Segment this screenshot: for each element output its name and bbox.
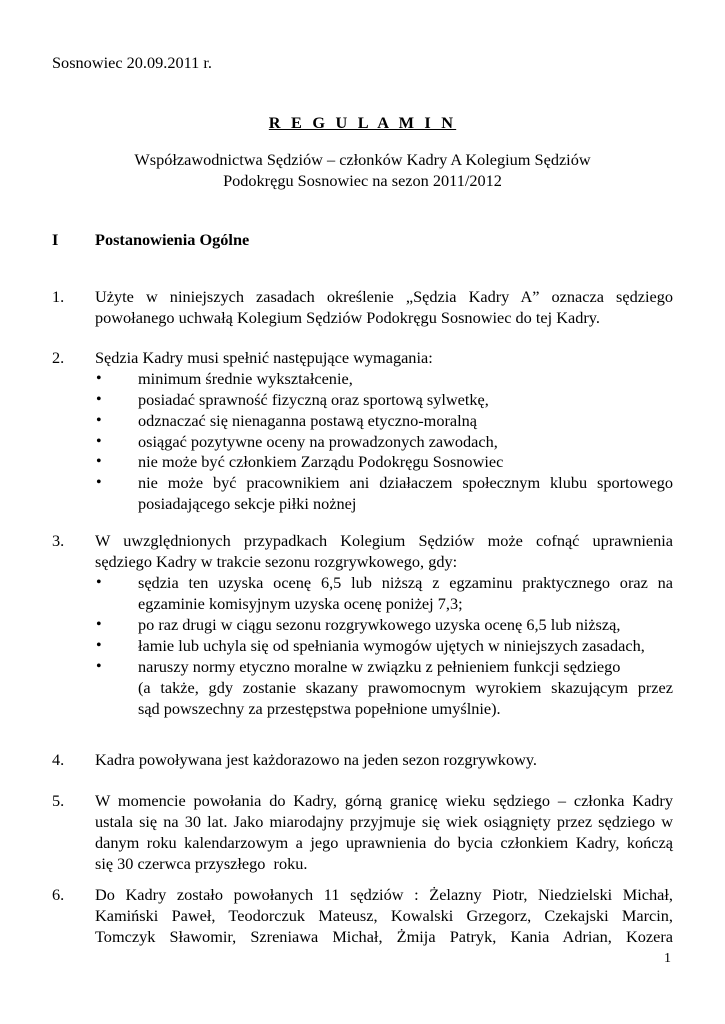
bullet-icon: • [96,637,102,654]
item-2-bullet-4: osiągać pozytywne oceny na prowadzonych zawodach, [138,432,498,451]
item-2-bullet-6-line-2: posiadającego sekcje piłki nożnej [138,494,357,513]
item-3-number: 3. [52,531,65,550]
item-1-number: 1. [52,287,65,306]
bullet-icon: • [96,370,102,387]
item-6-line-2: Kamiński Paweł, Teodorczuk Mateusz, Kowalski Grzegorz, Czekajski Marcin, [95,906,673,925]
section-number: I [52,230,59,249]
item-6-number: 6. [52,885,65,904]
bullet-icon: • [96,616,102,633]
item-3-bullet-2: po raz drugi w ciągu sezonu rozgrywkowego uzyska ocenę 6,5 lub niższą, [138,615,621,634]
subtitle-line-2: Podokręgu Sosnowiec na sezon 2011/2012 [223,171,502,190]
item-4-number: 4. [52,750,65,769]
item-2-bullet-2: posiadać sprawność fizyczną oraz sportową sylwetkę, [138,390,489,409]
item-3-bullet-4-line-1: naruszy normy etyczno moralne w związku z pełnieniem funkcji sędziego [138,657,621,676]
subtitle-line-1: Współzawodnictwa Sędziów – członków Kadry A Kolegium Sędziów [134,150,591,169]
bullet-icon: • [96,658,102,675]
bullet-icon: • [96,433,102,450]
item-2-bullet-3: odznaczać się nienaganna postawą etyczno-moralną [138,411,478,430]
item-3-line-2: sędziego Kadry w trakcie sezonu rozgrywkowego, gdy: [95,552,458,571]
item-3-bullet-4-line-2: (a także, gdy zostanie skazany prawomocnym wyrokiem skazującym przez [138,678,673,697]
bullet-icon: • [96,574,102,591]
item-5-line-3: danym roku kalendarzowym a jego uprawnienia do bycia członkiem Kadry, kończą [95,833,673,852]
item-2-bullet-5: nie może być członkiem Zarządu Podokręgu Sosnowiec [138,452,504,471]
item-6-line-1: Do Kadry zostało powołanych 11 sędziów : Żelazny Piotr, Niedzielski Michał, [95,885,673,904]
item-2-line-1: Sędzia Kadry musi spełnić następujące wymagania: [95,348,433,367]
document-title: R E G U L A M I N [268,113,457,132]
item-2-bullet-1: minimum średnie wykształcenie, [138,369,353,388]
item-3-bullet-4-line-3: sąd powszechny za przestępstwa popełnione umyślnie). [138,699,501,718]
bullet-icon: • [96,474,102,491]
item-3-bullet-3: łamie lub uchyla się od spełniania wymogów ujętych w niniejszych zasadach, [138,636,645,655]
item-5-line-1: W momencie powołania do Kadry, górną granicę wieku sędziego – członka Kadry [95,791,673,810]
item-5-line-2: ustala się na 30 lat. Jako miarodajny przyjmuje się wiek osiągnięty przez sędziego w [95,812,673,831]
item-2-bullet-6-line-1: nie może być pracownikiem ani działaczem społecznym klubu sportowego [138,473,673,492]
item-6-line-3: Tomczyk Sławomir, Szreniawa Michał, Żmija Patryk, Kania Adrian, Kozera [95,927,673,946]
item-5-line-4: się 30 czerwca przyszłego roku. [95,854,308,873]
item-3-bullet-1-line-1: sędzia ten uzyska ocenę 6,5 lub niższą z egzaminu praktycznego oraz na [138,573,673,592]
item-5-number: 5. [52,791,65,810]
bullet-icon: • [96,391,102,408]
item-3-line-1: W uwzględnionych przypadkach Kolegium Sędziów może cofnąć uprawnienia [95,531,673,550]
place-date: Sosnowiec 20.09.2011 r. [52,53,212,72]
bullet-icon: • [96,412,102,429]
item-2-number: 2. [52,348,65,367]
page-number: 1 [664,951,671,966]
item-1-line-2: powołanego uchwałą Kolegium Sędziów Podokręgu Sosnowiec do tej Kadry. [95,308,600,327]
bullet-icon: • [96,453,102,470]
item-3-bullet-1-line-2: egzaminie komisyjnym uzyska ocenę poniżej 7,3; [138,594,463,613]
item-4-line-1: Kadra powoływana jest każdorazowo na jeden sezon rozgrywkowy. [95,750,537,769]
section-title: Postanowienia Ogólne [95,230,250,249]
item-1-line-1: Użyte w niniejszych zasadach określenie „Sędzia Kadry A” oznacza sędziego [95,287,673,306]
